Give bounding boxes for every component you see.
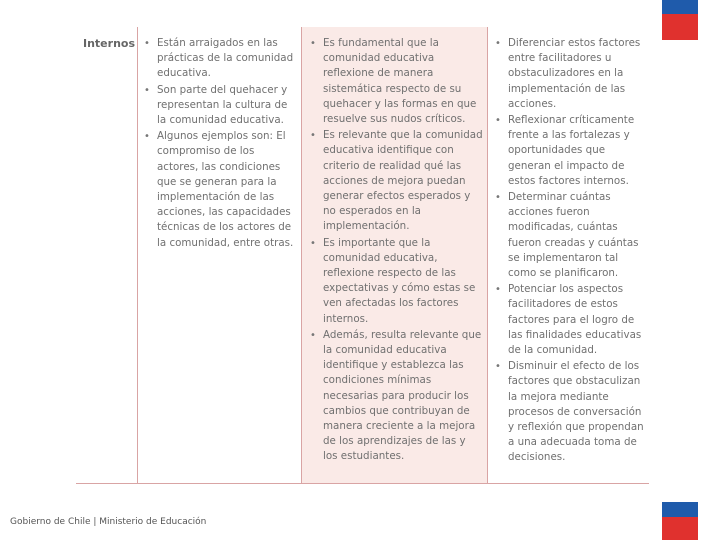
flag-blue-band xyxy=(662,0,698,14)
list-item: • Disminuir el efecto de los factores que obstaculizan la mejora mediante procesos de conversación y reflexión que propendan a una adecuada toma de decisiones. xyxy=(494,359,646,465)
reflection-cell xyxy=(302,27,488,483)
list-item: • Además, resulta relevante que la comunidad educativa identifique y establezca las condiciones mínimas necesarias para producir los cambios que contribuyan de manera creciente a la mejora de los aprendizajes de las y los estudiantes. xyxy=(309,328,483,465)
gobierno-flag-logo-top xyxy=(662,0,698,40)
flag-blue-band xyxy=(662,502,698,517)
characteristics-list xyxy=(143,36,297,252)
reflection-list xyxy=(309,36,483,466)
footer-text: Gobierno de Chile | Ministerio de Educación xyxy=(10,517,207,527)
list-item: • Diferenciar estos factores entre facilitadores u obstaculizadores en la implementación de las acciones. xyxy=(494,36,646,112)
row-label: Internos xyxy=(83,37,136,50)
list-item: • Son parte del quehacer y representan la cultura de la comunidad educativa. xyxy=(143,83,297,129)
characteristics-cell xyxy=(138,27,302,483)
actions-list xyxy=(494,36,646,467)
list-item: • Potenciar los aspectos facilitadores de estos factores para el logro de las finalidades educativas de la comunidad. xyxy=(494,282,646,358)
actions-cell xyxy=(488,27,649,483)
row-label-cell xyxy=(76,27,138,483)
list-item: • Es importante que la comunidad educativa, reflexione respecto de las expectativas y cómo estas se ven afectadas los factores internos. xyxy=(309,236,483,327)
list-item: • Es fundamental que la comunidad educativa reflexione de manera sistemática respecto de su quehacer y las formas en que resuelve sus nudos críticos. xyxy=(309,36,483,127)
list-item: • Es relevante que la comunidad educativa identifique con criterio de realidad qué las acciones de mejora puedan generar efectos esperados y no esperados en la implementación. xyxy=(309,128,483,234)
list-item: • Reflexionar críticamente frente a las fortalezas y oportunidades que generan el impacto de estos factores internos. xyxy=(494,113,646,189)
list-item: • Algunos ejemplos son: El compromiso de los actores, las condiciones que se generan para la implementación de las acciones, las capacidades técnicas de los actores de la comunidad, entre otras. xyxy=(143,129,297,251)
gobierno-flag-logo-bottom xyxy=(662,502,698,540)
list-item: • Determinar cuántas acciones fueron modificadas, cuántas fueron creadas y cuántas se implementaron tal como se planificaron. xyxy=(494,190,646,281)
factors-table xyxy=(76,27,649,484)
list-item: • Están arraigados en las prácticas de la comunidad educativa. xyxy=(143,36,297,82)
flag-red-band xyxy=(662,14,698,40)
flag-red-band xyxy=(662,517,698,540)
